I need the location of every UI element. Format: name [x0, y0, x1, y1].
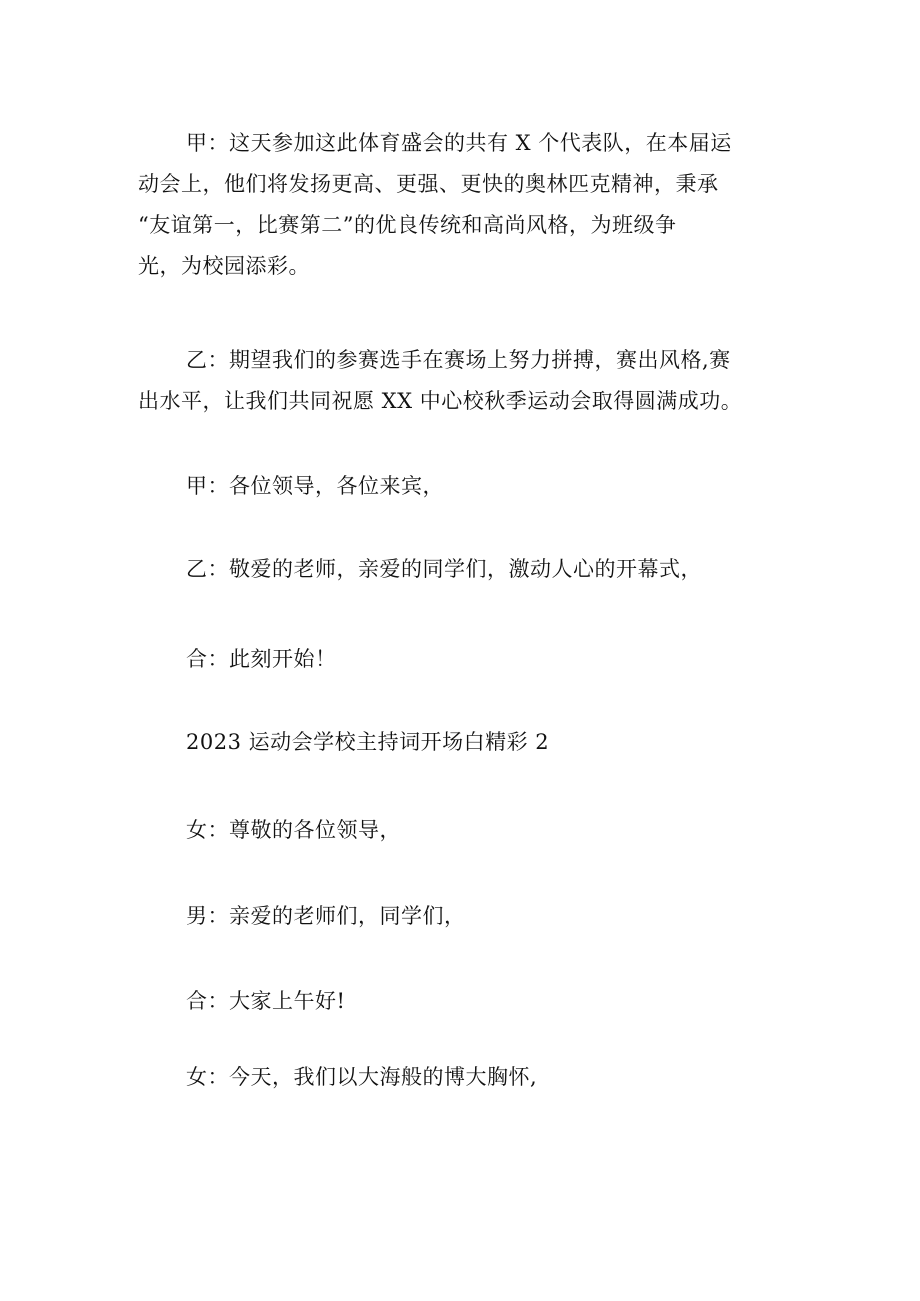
paragraph-line: 甲：这天参加这此体育盛会的共有 X 个代表队，在本届运	[186, 131, 732, 155]
paragraph-together-start: 合：此刻开始！	[186, 647, 337, 671]
paragraph-line: 光，为校园添彩。	[138, 254, 310, 278]
section-heading: 2023 运动会学校主持词开场白精彩 2	[186, 730, 550, 754]
paragraph-together-good-morning: 合：大家上午好!	[186, 989, 346, 1013]
paragraph-host-b-wish	[138, 340, 780, 422]
paragraph-host-b-greeting: 乙：敬爱的老师，亲爱的同学们，激动人心的开幕式，	[186, 557, 702, 581]
paragraph-host-a-intro	[138, 123, 780, 287]
paragraph-line: “友谊第一，比赛第二”的优良传统和高尚风格，为班级争	[138, 213, 677, 237]
paragraph-line: 出水平，让我们共同祝愿 XX 中心校秋季运动会取得圆满成功。	[138, 389, 743, 413]
paragraph-line: 动会上，他们将发扬更高、更强、更快的奥林匹克精神，秉承	[138, 172, 719, 196]
paragraph-female-greeting: 女：尊敬的各位领导，	[186, 818, 401, 842]
paragraph-male-greeting: 男：亲爱的老师们，同学们，	[186, 904, 466, 928]
paragraph-line: 乙：期望我们的参赛选手在赛场上努力拼搏，赛出风格,赛	[186, 348, 731, 372]
paragraph-female-today: 女：今天，我们以大海般的博大胸怀,	[186, 1065, 538, 1089]
paragraph-host-a-greeting: 甲：各位领导，各位来宾，	[186, 474, 444, 498]
